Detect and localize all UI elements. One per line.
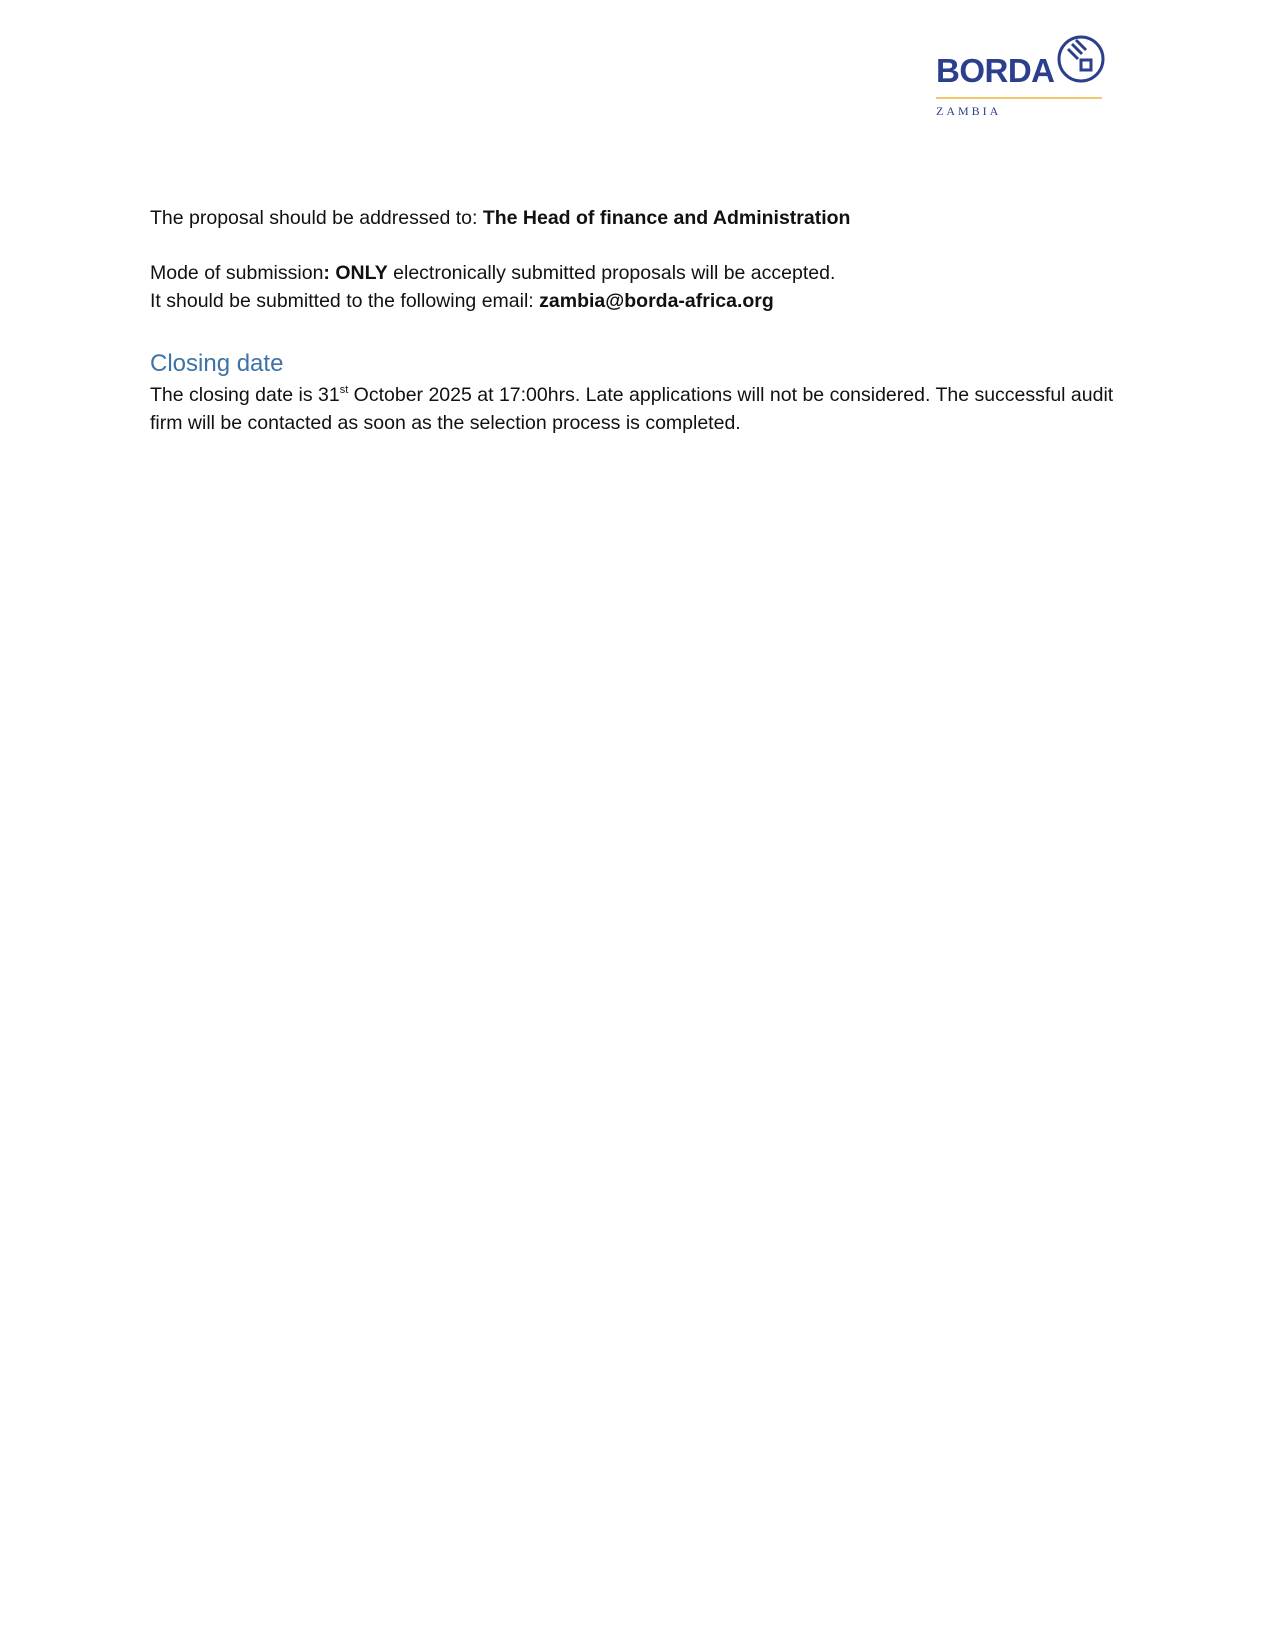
submission-mode-line (150, 259, 1140, 287)
closing-text-start: The closing date is 31 (150, 384, 340, 406)
closing-date-heading: Closing date (150, 350, 284, 377)
document-body (150, 204, 1140, 437)
closing-date-paragraph (150, 381, 1140, 437)
submission-mode-prefix: Mode of submission (150, 262, 324, 284)
submission-email-line (150, 287, 1140, 315)
address-prefix: The proposal should be addressed to: (150, 207, 483, 229)
submission-mode-only: : ONLY (323, 262, 388, 284)
logo-region: ZAMBIA (936, 104, 1002, 118)
logo-underline (936, 97, 1102, 99)
submission-email: zambia@borda-africa.org (539, 290, 774, 312)
submission-mode-rest: electronically submitted proposals will be accepted. (387, 262, 836, 284)
logo-emblem-icon (1056, 34, 1106, 84)
paragraph-spacer (150, 232, 1140, 259)
borda-zambia-logo (936, 34, 1108, 120)
address-recipient: The Head of finance and Administration (482, 207, 851, 229)
logo-wordmark: BORDA (936, 52, 1055, 89)
address-paragraph (150, 204, 1140, 232)
closing-ordinal: st (339, 384, 349, 396)
submission-email-prefix: It should be submitted to the following email: (150, 290, 540, 312)
closing-text-rest: October 2025 at 17:00hrs. Late applications will not be considered. The successful audit firm will be contacted as soon as the selection process is completed. (150, 384, 1114, 434)
